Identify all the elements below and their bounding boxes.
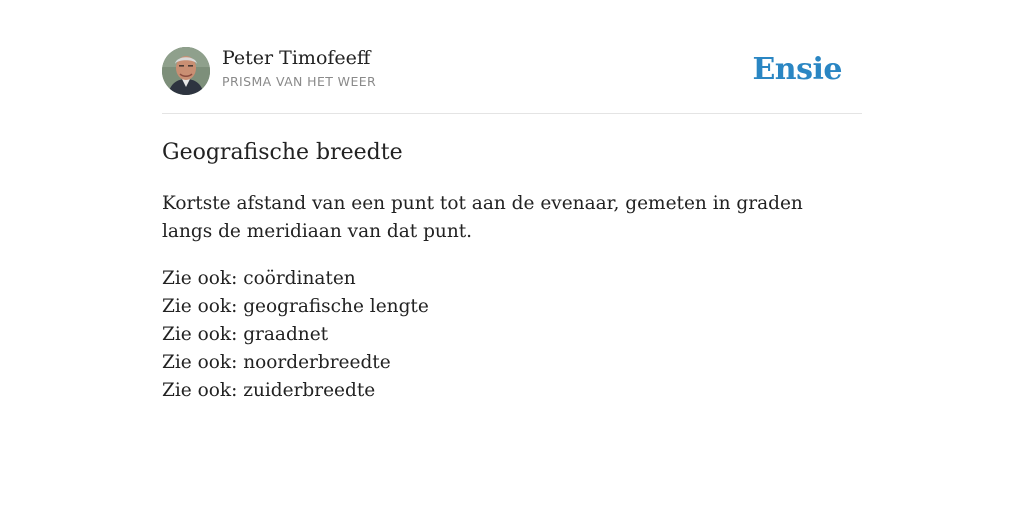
see-also-prefix: Zie ook: — [162, 324, 244, 345]
see-also-link[interactable]: coördinaten — [243, 268, 356, 289]
brand-logo[interactable]: Ensie — [752, 52, 842, 87]
see-also-link[interactable]: geografische lengte — [243, 296, 429, 317]
see-also-item — [162, 377, 852, 405]
see-also-item — [162, 265, 852, 293]
see-also-link[interactable]: graadnet — [243, 324, 329, 345]
see-also-item — [162, 321, 852, 349]
author-avatar[interactable] — [162, 47, 210, 95]
entry-title: Geografische breedte — [162, 140, 403, 165]
author-portrait-icon — [162, 47, 210, 95]
author-name[interactable]: Peter Timofeeff — [222, 47, 371, 69]
author-source[interactable]: PRISMA VAN HET WEER — [222, 74, 377, 89]
see-also-item — [162, 293, 852, 321]
see-also-link[interactable]: zuiderbreedte — [243, 380, 376, 401]
entry-card — [162, 0, 862, 512]
see-also-list — [162, 265, 852, 405]
entry-definition: Kortste afstand van een punt tot aan de evenaar, gemeten in graden langs de meridiaan van dat punt. — [162, 193, 803, 242]
header-divider — [162, 113, 862, 114]
see-also-prefix: Zie ook: — [162, 380, 244, 401]
see-also-prefix: Zie ook: — [162, 352, 244, 373]
see-also-link[interactable]: noorderbreedte — [243, 352, 391, 373]
entry-header — [162, 46, 862, 96]
see-also-prefix: Zie ook: — [162, 296, 244, 317]
see-also-prefix: Zie ook: — [162, 268, 244, 289]
see-also-item — [162, 349, 852, 377]
